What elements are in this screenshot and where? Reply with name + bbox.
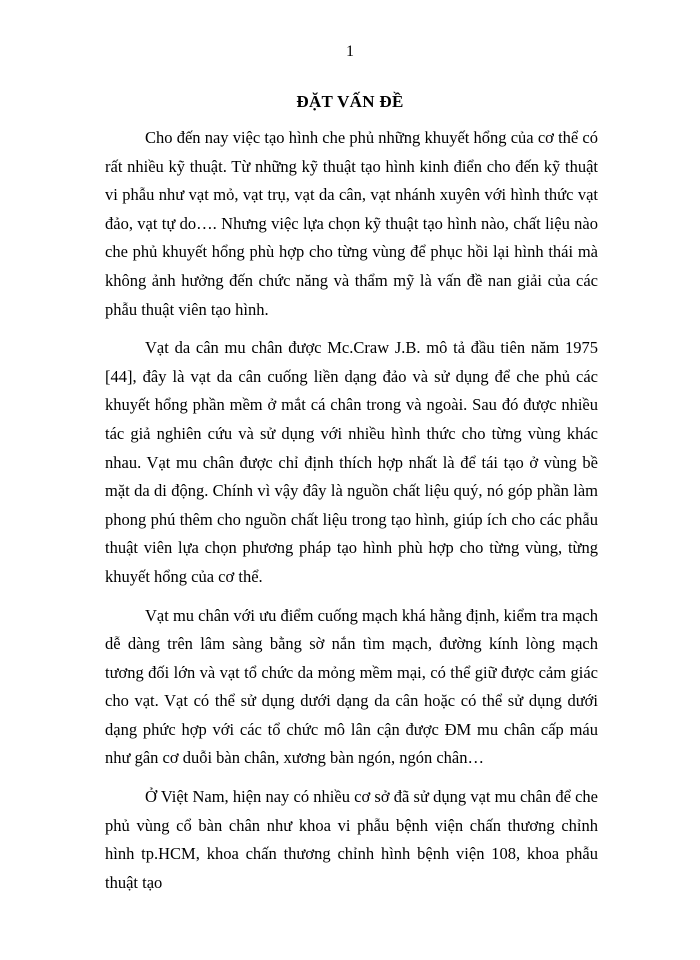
paragraph: Ở Việt Nam, hiện nay có nhiều cơ sở đã sử dụng vạt mu chân để che phủ vùng cổ bàn chân như khoa vi phẫu bệnh viện chấn thương chỉnh hình tp.HCM, khoa chấn thương chỉnh hình bệnh viện 108, khoa phẫu thuật tạo (105, 787, 598, 892)
body-text (105, 124, 598, 907)
paragraph: Cho đến nay việc tạo hình che phủ những khuyết hổng của cơ thể có rất nhiều kỹ thuật. Từ những kỹ thuật tạo hình kinh điển cho đến kỹ thuật vi phẫu như vạt mỏ, vạt trụ, vạt da cân, vạt nhánh xuyên với hình thức vạt đảo, vạt tự do…. Nhưng việc lựa chọn kỹ thuật tạo hình nào, chất liệu nào che phủ khuyết hổng phù hợp cho từng vùng để phục hồi lại hình thái mà không ảnh hưởng đến chức năng và thẩm mỹ là vấn đề nan giải của các phẫu thuật viên tạo hình. (105, 128, 598, 319)
page-number: 1 (346, 43, 354, 60)
paragraph: Vạt mu chân với ưu điểm cuống mạch khá hằng định, kiểm tra mạch dễ dàng trên lâm sàng bằng sờ nắn tìm mạch, đường kính lòng mạch tương đối lớn và vạt tổ chức da mỏng mềm mại, có thể giữ được cảm giác cho vạt. Vạt có thể sử dụng dưới dạng da cân hoặc có thể sử dụng dưới dạng phức hợp với các tổ chức mô lân cận được ĐM mu chân cấp máu như gân cơ duỗi bàn chân, xương bàn ngón, ngón chân… (105, 605, 598, 768)
page-title: ĐẶT VẤN ĐỀ (296, 92, 404, 111)
paragraph: Vạt da cân mu chân được Mc.Craw J.B. mô tả đầu tiên năm 1975 [44], đây là vạt da cân cuống liền dạng đảo và sử dụng để che phủ các khuyết hổng phần mềm ở mắt cá chân trong và ngoài. Sau đó được nhiều tác giả nghiên cứu và sử dụng với nhiều hình thức cho từng vùng khác nhau. Vạt mu chân được chỉ định thích hợp nhất là để tái tạo ở vùng bề mặt da di động. Chính vì vậy đây là nguồn chất liệu quý, nó góp phần làm phong phú thêm cho nguồn chất liệu trong tạo hình, giúp ích cho các phẫu thuật viên lựa chọn phương pháp tạo hình phù hợp cho từng vùng, từng khuyết hổng của cơ thể. (105, 338, 598, 586)
